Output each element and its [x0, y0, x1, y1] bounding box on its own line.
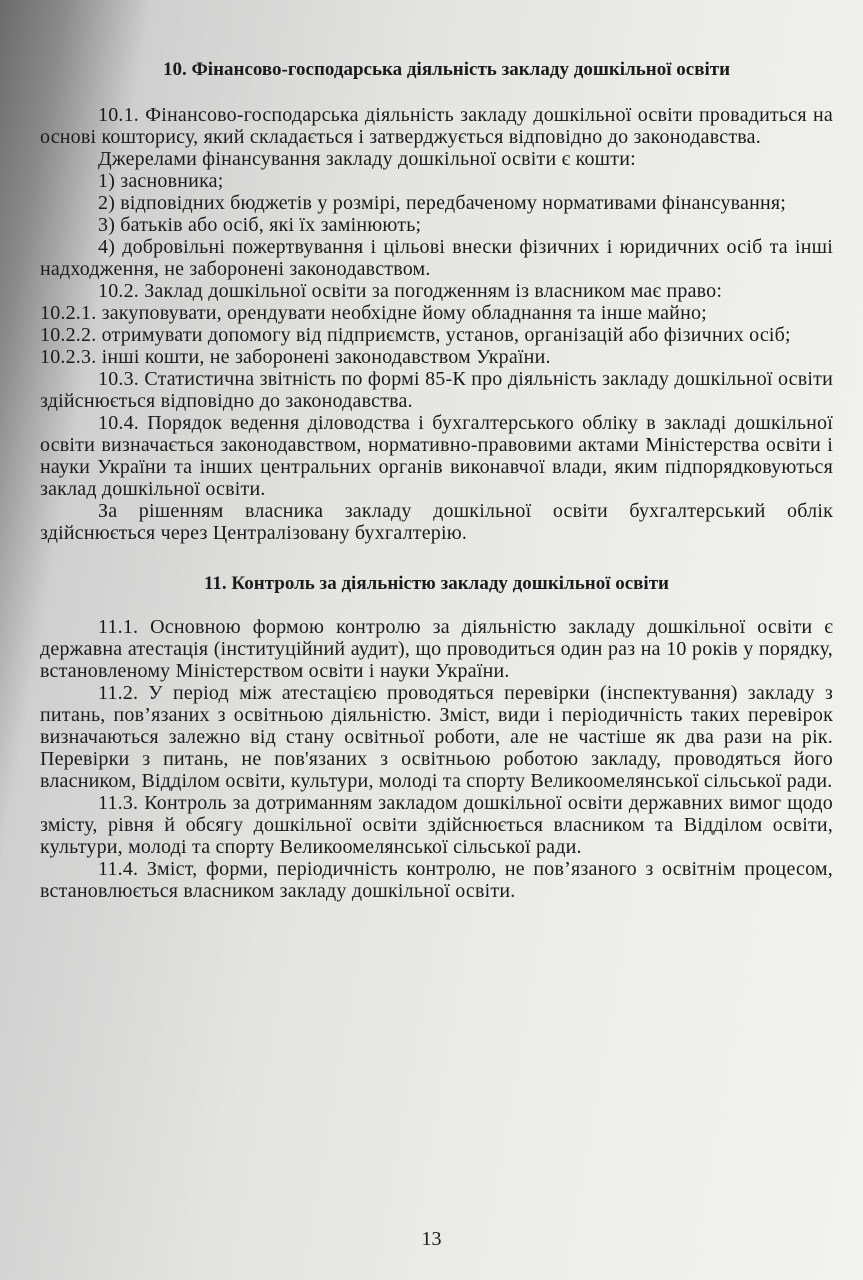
paragraph-10-2-3: 10.2.3. інші кошти, не заборонені законодавством України.	[40, 346, 551, 368]
paragraph-10-4: 10.4. Порядок ведення діловодства і бухгалтерського обліку в закладі дошкільної освіти визначається законодавством, нормативно-правовими актами Міністерства освіти і науки України та інших центральних органів виконавчої влади, яким підпорядковуються заклад дошкільної освіти.	[40, 412, 833, 500]
paragraph-10-2-1: 10.2.1. закуповувати, орендувати необхідне йому обладнання та інше майно;	[40, 302, 707, 324]
source-item-3: 3) батьків або осіб, які їх замінюють;	[98, 214, 422, 236]
paragraph-11-2: 11.2. У період між атестацією проводяться перевірки (інспектування) закладу з питань, пов’язаних з освітньою діяльністю. Зміст, види і періодичність таких перевірок визначаються залежно від стану освітньої роботи, але не частіше як два рази на рік. Перевірки з питань, не пов'язаних з освітньою роботою закладу, проводяться його власником, Відділом освіти, культури, молоді та спорту Великоомелянської сільської ради.	[40, 682, 833, 792]
source-item-4: 4) добровільні пожертвування і цільові внески фізичних і юридичних осіб та інші надходження, не заборонені законодавством.	[40, 236, 833, 280]
section-10-heading: 10. Фінансово-господарська діяльність закладу дошкільної освіти	[162, 59, 731, 80]
paragraph-10-2-2: 10.2.2. отримувати допомогу від підприємств, установ, організацій або фізичних осіб;	[40, 324, 791, 346]
paragraph-10-1: 10.1. Фінансово-господарська діяльність закладу дошкільної освіти провадиться на основі кошторису, який складається і затверджується відповідно до законодавства.	[40, 104, 833, 148]
paragraph-11-4: 11.4. Зміст, форми, періодичність контролю, не пов’язаного з освітнім процесом, встановлюється власником закладу дошкільної освіти.	[40, 858, 833, 902]
source-item-1: 1) засновника;	[98, 170, 224, 192]
paragraph-10-2: 10.2. Заклад дошкільної освіти за погодженням із власником має право:	[98, 280, 723, 302]
paragraph-10-5: За рішенням власника закладу дошкільної освіти бухгалтерський облік здійснюється через Централізовану бухгалтерію.	[40, 500, 833, 544]
paragraph-10-3: 10.3. Статистична звітність по формі 85-К про діяльність закладу дошкільної освіти здійснюється відповідно до законодавства.	[40, 368, 833, 412]
sources-intro: Джерелами фінансування закладу дошкільної освіти є кошти:	[98, 148, 636, 170]
source-item-2: 2) відповідних бюджетів у розмірі, передбаченому нормативами фінансування;	[98, 192, 787, 214]
paragraph-11-3: 11.3. Контроль за дотриманням закладом дошкільної освіти державних вимог щодо змісту, рівня й обсягу дошкільної освіти здійснюється власником та Відділом освіти, культури, молоді та спорту Великоомелянської сільської ради.	[40, 792, 833, 858]
section-11-heading: 11. Контроль за діяльністю закладу дошкільної освіти	[203, 573, 669, 594]
paragraph-11-1: 11.1. Основною формою контролю за діяльністю закладу дошкільної освіти є державна атестація (інституційний аудит), що проводиться один раз на 10 років у порядку, встановленому Міністерством освіти і науки України.	[40, 616, 833, 682]
page-number: 13	[421, 1228, 442, 1250]
